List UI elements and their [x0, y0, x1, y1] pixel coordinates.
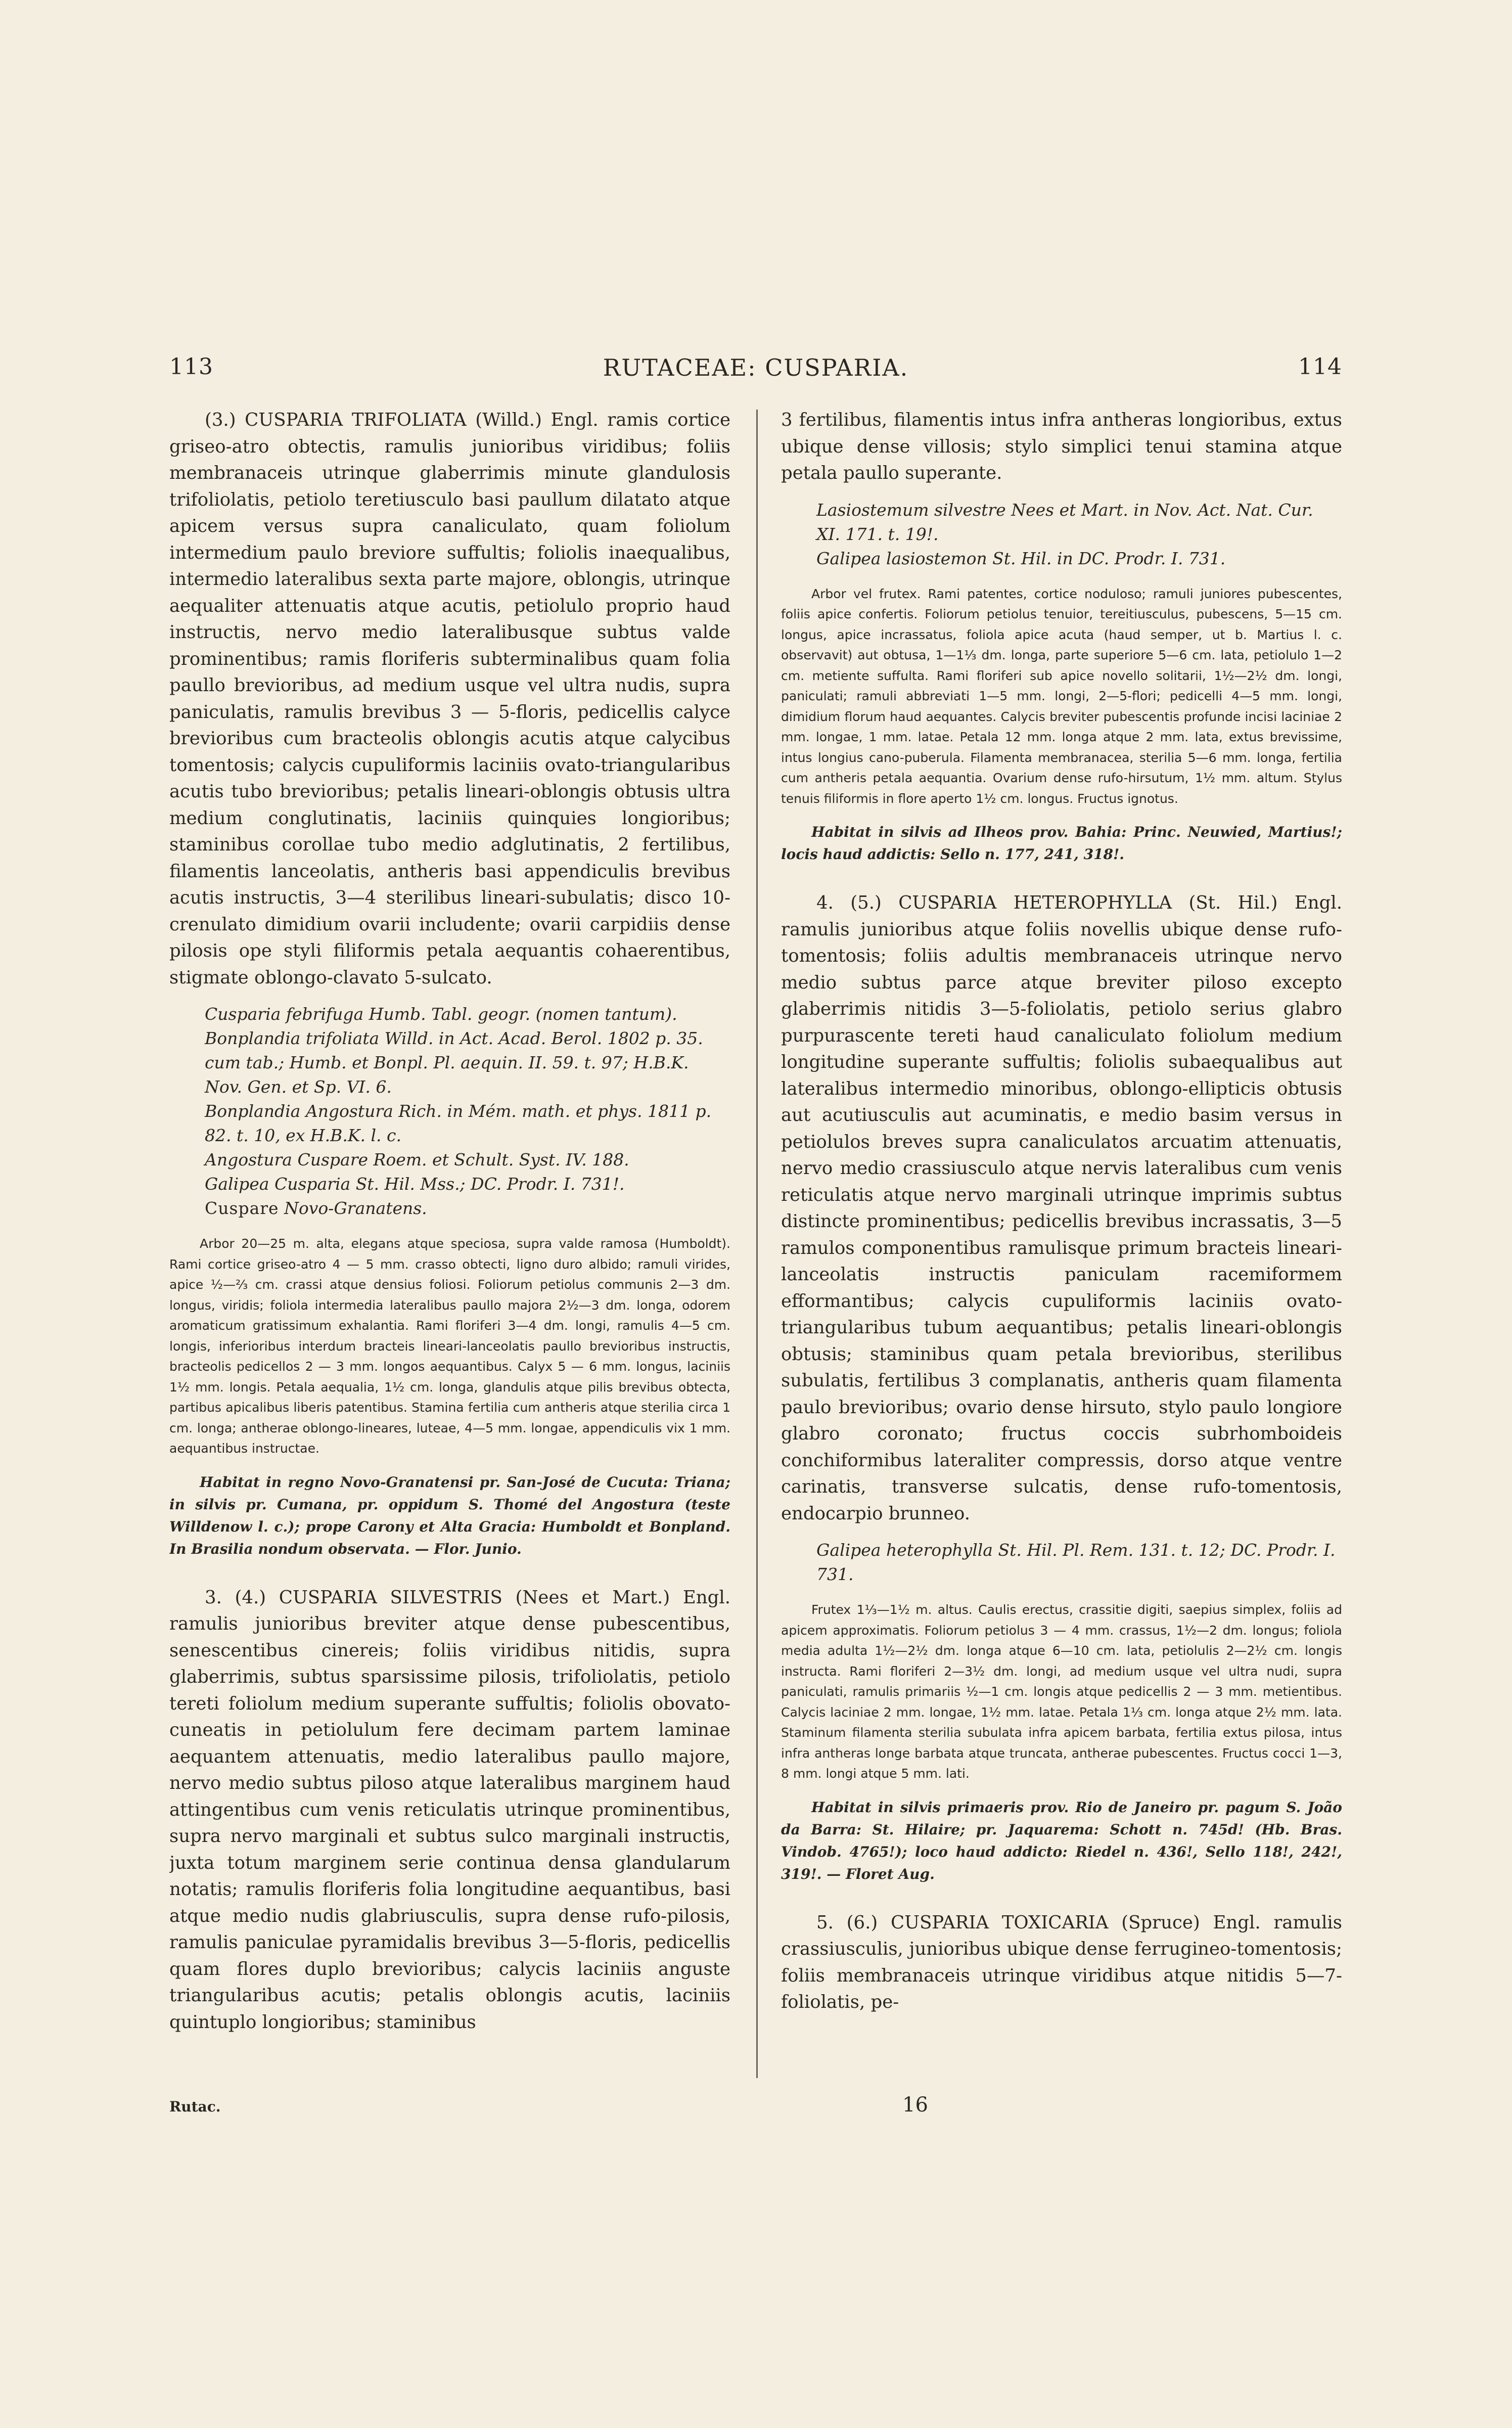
page-footer	[169, 2093, 1342, 2124]
species-description: Arbor 20—25 m. alta, elegans atque speciosa, supra valde ramosa (Humboldt). Rami cortice griseo-atro 4 — 5 mm. crasso obtecti, ligno duro albido; ramuli virides, apice ½—⅔ cm. crassi atque densius foliosi. Foliorum petiolus communis 2—3 dm. longus, viridis; foliola intermedia lateralibus paullo majora 2½—3 dm. longa, odorem aromaticum gratissimum exhalantia. Rami floriferi 3—4 dm. longi, ramulis 4—5 cm. longis, inferioribus interdum bracteis lineari-lanceolatis paullo brevioribus instructis, bracteolis pedicellos 2 — 3 mm. longos aequantibus. Calyx 5 — 6 mm. longus, laciniis 1½ mm. longis. Petala aequalia, 1½ cm. longa, glandulis atque pilis brevibus obtecta, partibus apicalibus liberis patentibus. Stamina fertilia cum antheris atque sterilia circa 1 cm. longa; antherae oblongo-lineares, luteae, 4—5 mm. longae, appendiculis vix 1 mm. aequantibus instructae.	[169, 1236, 730, 1456]
vernacular-label: Cuspare	[205, 1198, 279, 1218]
page-number-left: 113	[169, 354, 213, 380]
species-cusparia-heterophylla-diagnosis: 4. (5.) CUSPARIA HETEROPHYLLA (St. Hil.) Engl. ramulis junioribus atque foliis novellis ubique dense rufo-tomentosis; foliis adultis membranaceis utrinque nervo medio subtus parce atque breviter piloso excepto glaberrimis nitidis 3—5-foliolatis, petiolo serius glabro purpurascente tereti haud canaliculato foliolum medium longitudine superante suffultis; foliolis subaequalibus aut lateralibus intermedio minoribus, oblongo-ellipticis obtusis aut acutiusculis aut acuminatis, e medio basim versus in petiolulos breves supra canaliculatos arcuatim attenuatis, nervo medio crassiusculo atque nervis lateralibus cum venis reticulatis atque nervo marginali utrinque imprimis subtus distincte prominentibus; pedicellis brevibus incrassatis, 3—5 ramulos componentibus ramulisque primum bracteis lineari-lanceolatis instructis paniculam racemiformem efformantibus; calycis cupuliformis laciniis ovato-triangularibus tubum aequantibus; petalis lineari-oblongis obtusis; staminibus quam petala brevioribus, sterilibus subulatis, fertilibus 3 complanatis, antheris quam filamenta paulo brevioribus; ovario dense hirsuto, stylo paulo longiore glabro coronato; fructus coccis subrhomboideis conchiformibus lateraliter compressis, dorso atque ventre carinatis, transverse sulcatis, dense rufo-tomentosis, endocarpio brunneo.	[781, 892, 1342, 1524]
species-habitat: Habitat in regno Novo-Granatensi pr. San-José de Cucuta: Triana; in silvis pr. Cumana, pr. oppidum S. Thomé del Angostura (teste Willdenow l. c.); prope Carony et Alta Gracia: Humboldt et Bonpland. In Brasilia nondum observata. — Flor. Junio.	[169, 1473, 730, 1557]
synonym: Galipea Cusparia St. Hil. Mss.; DC. Prodr. I. 731!.	[205, 1174, 625, 1194]
species-habitat: Habitat in silvis ad Ilheos prov. Bahia: Princ. Neuwied, Martius!; locis haud addictis: Sello n. 177, 241, 318!.	[781, 824, 1342, 863]
species-description: Arbor vel frutex. Rami patentes, cortice noduloso; ramuli juniores pubescentes, foliis apice confertis. Foliorum petiolus tenuior, tereitiusculus, pubescens, 5—15 cm. longus, apice incrassatus, foliola apice acuta (haud semper, ut b. Martius l. c. observavit) aut obtusa, 1—1⅓ dm. longa, parte superiore 5—6 cm. lata, petiolulo 1—2 cm. metiente suffulta. Rami floriferi sub apice novello solitarii, 1½—2½ dm. longi, paniculati; ramuli abbreviati 1—5 mm. longi, 2—5-flori; pedicelli 4—5 mm. longi, dimidium florum haud aequantes. Calycis breviter pubescentis profunde incisi laciniae 2 mm. longae, 1 mm. latae. Petala 12 mm. longa atque 2 mm. lata, extus brevissime, intus longius cano-puberula. Filamenta membranacea, sterilia 5—6 mm. longa, fertilia cum antheris petala aequantia. Ovarium dense rufo-hirsutum, 1½ mm. altum. Stylus tenuis filiformis in flore aperto 1½ cm. longus. Fructus ignotus.	[781, 586, 1342, 806]
running-title: RUTACEAE: CUSPARIA.	[603, 354, 909, 381]
species-description: Frutex 1⅓—1½ m. altus. Caulis erectus, crassitie digiti, saepius simplex, foliis ad apicem approximatis. Foliorum petiolus 3 — 4 mm. crassus, 1½—2 dm. longus; foliola media adulta 1½—2½ dm. longa atque 6—10 cm. lata, petiolulis 2—2½ cm. longis instructa. Rami floriferi 2—3½ dm. longi, ad medium usque vel ultra nudi, supra paniculati, ramulis primariis ½—1 cm. longis atque pedicellis 2 — 3 mm. metientibus. Calycis laciniae 2 mm. longae, 1½ mm. latae. Petala 1⅓ cm. longa atque 2½ mm. lata. Staminum filamenta sterilia subulata infra apicem barbata, fertilia extus pilosa, intus infra antheras longe barbata atque truncata, antherae pubescentes. Fructus cocci 1—3, 8 mm. longi atque 5 mm. lati.	[781, 1602, 1342, 1781]
page-header	[169, 354, 1342, 389]
synonym: Lasiostemum silvestre Nees et Mart. in Nov. Act. Nat. Cur. XI. 171. t. 19!.	[816, 500, 1313, 544]
vernacular-place: Novo-Granatens.	[284, 1198, 427, 1218]
left-column	[169, 407, 730, 2081]
folio-number: 16	[902, 2093, 928, 2117]
right-column	[781, 407, 1342, 2081]
vernacular-name	[169, 1196, 730, 1221]
species-cusparia-toxicaria-diagnosis: 5. (6.) CUSPARIA TOXICARIA (Spruce) Engl. ramulis crassiusculis, junioribus ubique dense ferrugineo-tomentosis; foliis membranaceis utrinque viridibus atque nitidis 5—7-foliolatis, pe-	[781, 1912, 1342, 2012]
signature-mark: Rutac.	[169, 2098, 221, 2115]
synonym: Angostura Cuspare Roem. et Schult. Syst. IV. 188.	[205, 1150, 629, 1170]
species-cusparia-silvestris-diagnosis: 3. (4.) CUSPARIA SILVESTRIS (Nees et Mart.) Engl. ramulis junioribus breviter atque dense pubescentibus, senescentibus cinereis; foliis viridibus nitidis, supra glaberrimis, subtus sparsissime pilosis, trifoliolatis, petiolo tereti foliolum medium superante suffultis; foliolis obovato-cuneatis in petiolulum fere decimam partem laminae aequantem attenuatis, medio lateralibus paullo majore, nervo medio subtus piloso atque lateralibus marginem haud attingentibus cum venis reticulatis utrinque prominentibus, supra nervo marginali et subtus sulco marginali instructis, juxta totum marginem serie continua densa glandularum notatis; ramulis floriferis folia longitudine aequantibus, basi atque medio nudis glabriusculis, supra dense rufo-pilosis, ramulis paniculae pyramidalis brevibus 3—5-floris, pedicellis quam flores duplo brevioribus; calycis laciniis anguste triangularibus acutis; petalis oblongis acutis, laciniis quintuplo longioribus; staminibus	[169, 1587, 730, 2033]
synonym: Galipea heterophylla St. Hil. Pl. Rem. 131. t. 12; DC. Prodr. I. 731.	[816, 1540, 1336, 1584]
synonym: Cusparia febrifuga Humb. Tabl. geogr. (nomen tantum).	[205, 1004, 677, 1024]
species-habitat: Habitat in silvis primaeris prov. Rio de Janeiro pr. pagum S. João da Barra: St. Hilaire; pr. Jaquarema: Schott n. 745d! (Hb. Bras. Vindob. 4765!); loco haud addicto: Riedel n. 436!, Sello 118!, 242!, 319!. — Floret Aug.	[781, 1798, 1342, 1882]
synonym-list	[781, 1538, 1342, 1587]
species-cusparia-silvestris-diagnosis-continued: 3 fertilibus, filamentis intus infra antheras longioribus, extus ubique dense villosis; stylo simplici tenui stamina atque petala paullo superante.	[781, 410, 1342, 483]
synonym: Bonplandia trifoliata Willd. in Act. Acad. Berol. 1802 p. 35. cum tab.; Humb. et Bonpl. Pl. aequin. II. 59. t. 97; H.B.K. Nov. Gen. et Sp. VI. 6.	[205, 1028, 703, 1097]
page-number-right: 114	[1298, 354, 1342, 380]
synonym-list	[169, 1002, 730, 1221]
synonym: Galipea lasiostemon St. Hil. in DC. Prodr. I. 731.	[816, 548, 1226, 568]
synonym: Bonplandia Angostura Rich. in Mém. math. et phys. 1811 p. 82. t. 10, ex H.B.K. l. c.	[205, 1101, 712, 1145]
species-cusparia-trifoliata-diagnosis: (3.) CUSPARIA TRIFOLIATA (Willd.) Engl. ramis cortice griseo-atro obtectis, ramulis junioribus viridibus; foliis membranaceis utrinque glaberrimis minute glandulosis trifoliolatis, petiolo teretiusculo basi paullum dilatato atque apicem versus supra canaliculato, quam foliolum intermedium paulo breviore suffultis; foliolis inaequalibus, intermedio lateralibus sexta parte majore, oblongis, utrinque aequaliter attenuatis atque acutis, petiolulo proprio haud instructis, nervo medio lateralibusque subtus valde prominentibus; ramis floriferis subterminalibus quam folia paullo brevioribus, ad medium usque vel ultra nudis, supra paniculatis, ramulis brevibus 3 — 5-floris, pedicellis calyce brevioribus cum bracteolis oblongis acutis atque calycibus tomentosis; calycis cupuliformis laciniis ovato-triangularibus acutis tubo brevioribus; petalis lineari-oblongis obtusis ultra medium conglutinatis, laciniis quinquies longioribus; staminibus corollae tubo medio adglutinatis, 2 fertilibus, filamentis lanceolatis, antheris basi appendiculis brevibus acutis instructis, 3—4 sterilibus lineari-subulatis; disco 10-crenulato dimidium ovarii includente; ovarii carpidiis dense pilosis ope styli filiformis petala aequantis cohaerentibus, stigmate oblongo-clavato 5-sulcato.	[169, 410, 730, 988]
column-divider	[756, 410, 758, 2078]
synonym-list	[781, 498, 1342, 571]
